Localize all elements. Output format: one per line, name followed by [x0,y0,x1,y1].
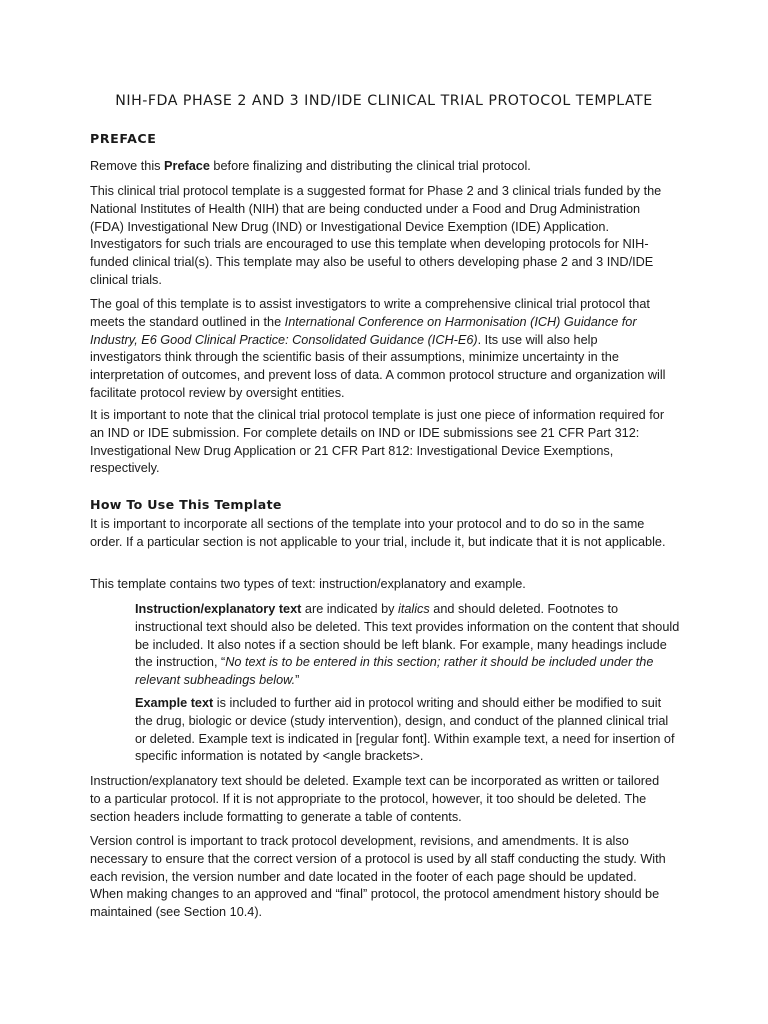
preface-paragraph-1: Remove this Preface before finalizing and distributing the clinical trial protocol. [90,159,531,173]
preface-paragraph-3: The goal of this template is to assist investigators to write a comprehensive clinical trial protocol that meets the standard outlined in the International Conference on Harmonisation (ICH) Guidance for Industry, E6 Good Clinical Practice: Consolidated Guidance (ICH-E6). Its use will also help investigators think through the scientific basis of their assumptions, minimize uncertainty in the interpretation of outcomes, and prevent loss of data. A common protocol structure and organization will facilitate protocol review by oversight entities. [90,297,666,400]
preface-heading: PREFACE [90,131,157,146]
preface-paragraph-2: This clinical trial protocol template is a suggested format for Phase 2 and 3 clinical trials funded by the National Institutes of Health (NIH) that are being conducted under a Food and Drug Administration (FDA) Investigational New Drug (IND) or Investigational Device Exemption (IDE) Application. Investigators for such trials are encouraged to use this template when developing protocols for NIH-funded clinical trial(s). This template may also be useful to others developing phase 2 and 3 IND/IDE clinical trials. [90,184,662,287]
how-to-use-paragraph-2: This template contains two types of text: instruction/explanatory and example. [90,577,526,591]
preface-paragraph-4: It is important to note that the clinical trial protocol template is just one piece of information required for an IND or IDE submission. For complete details on IND or IDE submissions see 21 CFR Part 312: Investigational New Drug Application or 21 CFR Part 812: Investigational Device Exemptions, respectively. [90,408,665,476]
preface-bold-word: Preface [164,159,210,173]
ich-guidance-title: International Conference on Harmonisation (ICH) Guidance for Industry, E6 Good Clinical Practice: Consolidated Guidance (ICH-E6) [90,314,637,347]
how-to-use-paragraph-1: It is important to incorporate all sections of the template into your protocol and to do so in the same order. If a particular section is not applicable to your trial, include it, but indicate that it is not applicable. [90,517,666,549]
how-to-use-paragraph-4: Version control is important to track protocol development, revisions, and amendments. It is also necessary to ensure that the correct version of a protocol is used by all staff conducting the study. With each revision, the version number and date located in the footer of each page should be updated. When making changes to an approved and “final” protocol, the protocol amendment history should be maintained (see Section 10.4). [90,834,666,920]
how-to-use-heading: How To Use This Template [90,497,282,512]
example-text-block: Example text is included to further aid in protocol writing and should either be modified to suit the drug, biologic or device (study intervention), design, and conduct of the planned clinical trial or deleted. Example text is indicated in [regular font]. Within example text, a need for insertion of specific information is notated by <angle brackets>. [135,696,675,764]
instruction-text-block: Instruction/explanatory text are indicated by italics and should deleted. Footnotes to instructional text should also be deleted. This text provides information on the content that should be included. It also notes if a section should be left blank. For example, many headings include the instruction, “No text is to be entered in this section; rather it should be included under the relevant subheadings below.” [135,602,680,688]
document-title: NIH-FDA PHASE 2 AND 3 IND/IDE CLINICAL TRIAL PROTOCOL TEMPLATE [115,93,653,109]
how-to-use-paragraph-3: Instruction/explanatory text should be deleted. Example text can be incorporated as written or tailored to a particular protocol. If it is not appropriate to the protocol, however, it too should be deleted. The section headers include formatting to generate a table of contents. [90,774,660,824]
